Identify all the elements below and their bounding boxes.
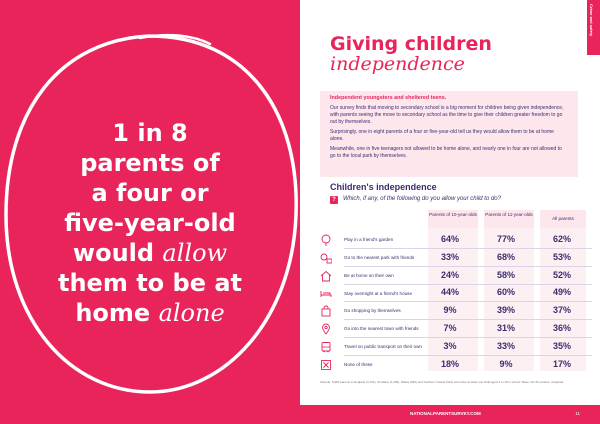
- quote-script-word: allow: [162, 239, 228, 267]
- row-label: Play in a friend's garden: [344, 237, 394, 243]
- quote-text: would: [72, 239, 163, 267]
- row-value: 36%: [552, 323, 571, 333]
- column-header: Parents of 11-year-olds: [484, 210, 534, 228]
- row-value: 35%: [552, 340, 571, 351]
- row-value: 31%: [496, 323, 515, 333]
- row-value: 49%: [552, 287, 571, 298]
- page-title: Giving children: [330, 33, 492, 55]
- row-value: 62%: [552, 234, 571, 244]
- quote-text: 1 in 8: [112, 119, 188, 147]
- table-row: [320, 232, 596, 248]
- question-icon: ?: [330, 196, 338, 204]
- park-icon: [320, 252, 332, 264]
- row-value: 3%: [443, 340, 457, 351]
- footer-bar: [300, 405, 600, 424]
- chart-title: Children's independence: [330, 182, 437, 192]
- row-value: 18%: [440, 358, 459, 369]
- row-value: 9%: [499, 358, 513, 369]
- section-tab-label: Crime and safety: [589, 4, 594, 37]
- column-header: Parents of 10-year-olds: [428, 210, 478, 228]
- row-value: 58%: [496, 269, 515, 280]
- quote-text: them to be at: [58, 269, 242, 297]
- quote-text: parents of: [80, 149, 220, 177]
- pull-quote: [40, 118, 260, 328]
- row-label: Be at home on their own: [344, 272, 394, 278]
- row-label: Go to the nearest park with friends: [344, 255, 415, 261]
- row-value: 37%: [552, 305, 571, 316]
- row-value: 44%: [440, 287, 459, 298]
- table-row: [320, 268, 596, 284]
- row-value: 52%: [552, 269, 571, 280]
- row-label: Go shopping by themselves: [344, 308, 401, 314]
- row-value: 24%: [440, 269, 459, 280]
- quote-line: [40, 118, 260, 148]
- intro-paragraph: Our survey finds that moving to secondary school is a big moment for children being given independence, with parents seeing the move to secondary school as the time to give their children greater freedom to go out by themselves.: [330, 105, 564, 125]
- column-header: All parents: [540, 210, 586, 228]
- row-label: None of these: [344, 361, 373, 367]
- quote-text: five-year-old: [64, 209, 236, 237]
- row-value: 53%: [552, 251, 571, 262]
- page-title-script: independence: [330, 53, 465, 75]
- intro-paragraph: Surprisingly, one in eight parents of a four or five-year-old tell us they would allow them to be at home alone.: [330, 129, 554, 142]
- table-row: [320, 321, 596, 337]
- quote-line: [40, 298, 260, 328]
- bed-icon: [320, 287, 332, 299]
- table-row: [320, 303, 596, 319]
- row-label: Travel on public transport on their own: [344, 344, 422, 350]
- intro-heading: Independent youngsters and sheltered teens.: [330, 95, 447, 101]
- table-row: [320, 285, 596, 301]
- row-value: 68%: [496, 251, 515, 262]
- cross-icon: [320, 359, 332, 371]
- quote-line: [40, 238, 260, 268]
- row-value: 60%: [496, 287, 515, 298]
- house-icon: [320, 270, 332, 282]
- quote-line: [40, 268, 260, 298]
- quote-text: home: [75, 299, 159, 327]
- row-value: 39%: [496, 305, 515, 316]
- row-value: 33%: [440, 251, 459, 262]
- row-label: Go into the nearest town with friends: [344, 326, 419, 332]
- footer-url[interactable]: NATIONALPARENTSURVEY.COM: [410, 411, 481, 416]
- bus-icon: [320, 341, 332, 353]
- map-pin-icon: [320, 323, 332, 335]
- footnote: Sample: 5,966 parents in England (3,191), Scotland (1,005), Wales (849) and Northern Ireland (921) who have at least one child aged 4 to 16 in school. Base: All UK parents, weighted.: [320, 380, 565, 384]
- row-label: Stay overnight at a friend's house: [344, 290, 413, 296]
- quote-line: [40, 208, 260, 238]
- section-tab[interactable]: [587, 0, 600, 55]
- row-value: 33%: [496, 340, 515, 351]
- quote-line: [40, 148, 260, 178]
- quote-script-word: alone: [158, 299, 225, 327]
- page-number: 11: [575, 411, 580, 416]
- intro-paragraph: Meanwhile, one in five teenagers not allowed to be home alone, and nearly one in four are not allowed to go to the local park by themselves.: [330, 146, 562, 159]
- shopping-bag-icon: [320, 305, 332, 317]
- row-value: 77%: [496, 234, 515, 244]
- table-row: [320, 250, 596, 266]
- row-value: 9%: [443, 305, 457, 316]
- table-row: [320, 339, 596, 355]
- row-value: 17%: [552, 358, 571, 369]
- intro-box: [320, 91, 578, 177]
- quote-text: a four or: [91, 179, 209, 207]
- quote-line: [40, 178, 260, 208]
- chart-question: Which, if any, of the following do you allow your child to do?: [343, 196, 501, 202]
- row-value: 7%: [443, 323, 457, 333]
- tree-icon: [320, 234, 332, 246]
- row-value: 64%: [440, 234, 459, 244]
- table-row: [320, 357, 596, 373]
